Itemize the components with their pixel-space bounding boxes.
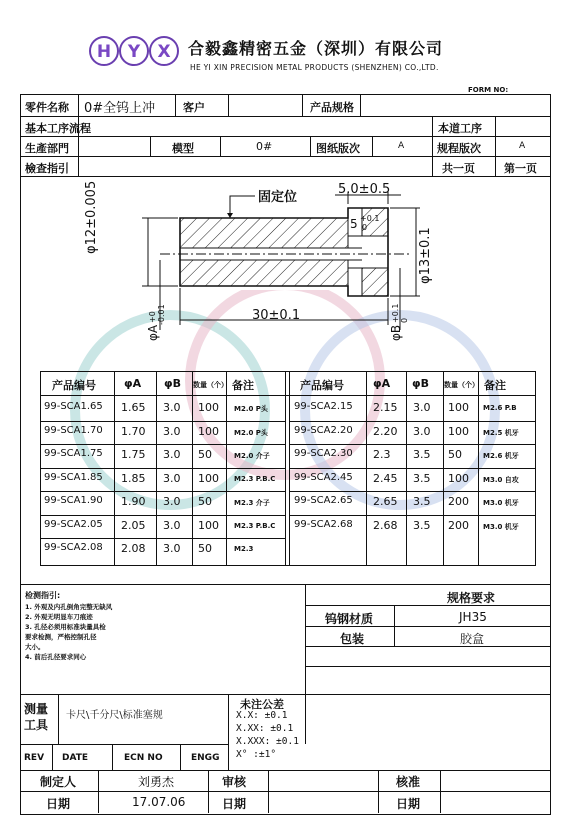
spec-cell: 99-SCA1.70	[44, 424, 103, 436]
dim-b: φB	[389, 324, 403, 341]
spec-cell: 50	[198, 495, 212, 508]
note-line: 2. 外观无明显车刀痕迹	[25, 613, 93, 621]
spec-cell: 99-SCA2.05	[44, 518, 103, 530]
dim-top: 5.0±0.5	[338, 182, 391, 197]
spec-cell: 3.0	[413, 424, 431, 438]
spec-cell: 3.5	[413, 471, 431, 485]
date-label-maker: 日期	[46, 797, 71, 811]
spec-cell: 1.85	[121, 471, 146, 485]
fixed-position-label: 固定位	[258, 190, 298, 205]
package-value: 胶盒	[460, 632, 485, 646]
date-value: 17.07.06	[132, 795, 186, 809]
measure-tools: 卡尺\千分尺\标准塞规	[66, 710, 163, 721]
package-label: 包装	[340, 632, 365, 646]
spec-cell: 3.0	[163, 448, 181, 461]
spec-cell: 1.75	[121, 448, 146, 461]
spec-cell: 2.65	[373, 495, 398, 508]
col-header-phi-a-2: φA	[373, 377, 391, 390]
engg-label: ENGG	[191, 753, 220, 763]
spec-cell: 3.0	[163, 518, 181, 532]
part-name-value: 0#全钨上冲	[84, 101, 156, 116]
spec-cell: M2.6 P.B	[483, 404, 517, 412]
spec-cell: 100	[198, 424, 219, 438]
spec-cell: 2.08	[121, 542, 146, 555]
spec-cell: 3.5	[413, 448, 431, 461]
production-dept-label: 生產部門	[25, 142, 69, 155]
spec-cell: 100	[448, 471, 469, 485]
spec-cell: 99-SCA2.45	[294, 471, 353, 483]
dim-length: 30±0.1	[252, 308, 301, 323]
spec-cell: 3.0	[163, 542, 181, 555]
dim-b-tol-plus: +0.1	[391, 303, 400, 323]
spec-cell: 3.0	[413, 401, 431, 414]
tolerance-title: 未注公差	[240, 698, 284, 711]
material-value: JH35	[459, 610, 487, 624]
spec-cell: 100	[198, 471, 219, 485]
spec-cell: 99-SCA1.85	[44, 471, 103, 483]
spec-cell: 3.5	[413, 518, 431, 532]
spec-cell: 99-SCA2.30	[294, 448, 353, 459]
note-line: 3. 孔径必须用标准块量具检	[25, 623, 106, 631]
spec-cell: M2.6 机牙	[483, 452, 519, 460]
date-label-approve: 日期	[396, 797, 421, 811]
spec-version-label: 规程版次	[437, 142, 481, 155]
inspection-label: 檢查指引	[25, 162, 69, 175]
dim-a-tol-plus: +0	[148, 311, 157, 323]
tolerance-line: X° :±1°	[236, 749, 277, 760]
review-label: 审核	[222, 775, 247, 789]
spec-cell: 99-SCA2.68	[294, 518, 353, 530]
notes-title: 检测指引:	[25, 591, 61, 600]
dim-a-tol-minus: -0.01	[157, 304, 166, 325]
date-label-review: 日期	[222, 797, 247, 811]
maker-label: 制定人	[40, 775, 77, 789]
col-header-product-no-2: 产品编号	[300, 379, 344, 392]
requirements-title: 规格要求	[447, 591, 496, 605]
customer-label: 客户	[183, 101, 205, 114]
spec-cell: 200	[448, 518, 469, 532]
spec-cell: 50	[198, 542, 212, 555]
spec-cell: 2.68	[373, 518, 398, 532]
mold-value: 0#	[256, 140, 273, 153]
spec-cell: 50	[448, 448, 462, 461]
approve-label: 核准	[396, 775, 421, 789]
page-number: 第一页	[504, 162, 537, 175]
form-no-label: FORM NO:	[468, 86, 509, 94]
spec-cell: 99-SCA1.90	[44, 495, 103, 506]
product-spec-label: 产品规格	[310, 101, 354, 114]
spec-cell: 99-SCA2.15	[294, 401, 353, 412]
spec-cell: 2.20	[373, 424, 398, 438]
measure-label-1: 测量	[24, 702, 49, 716]
spec-cell: 99-SCA2.65	[294, 495, 353, 506]
spec-cell: 99-SCA1.65	[44, 401, 103, 412]
dim-b-tol-minus: 0	[400, 317, 409, 323]
hyx-logo	[88, 34, 180, 68]
spec-cell: M2.0 P头	[234, 405, 268, 413]
spec-cell: 3.0	[163, 495, 181, 508]
spec-cell: 1.70	[121, 424, 146, 438]
spec-cell: 99-SCA2.08	[44, 542, 103, 553]
basic-process-label: 基本工序流程	[25, 122, 91, 135]
part-name-label: 零件名称	[25, 101, 69, 114]
dim-step-tol-plus: +0.1	[360, 214, 380, 223]
note-line: 4. 前后孔径要求同心	[25, 653, 87, 661]
dim-left-diameter: φ12±0.005	[84, 180, 99, 254]
total-pages: 共一页	[442, 162, 475, 175]
spec-cell: 1.65	[121, 401, 146, 414]
col-header-phi-b-2: φB	[412, 377, 429, 390]
spec-cell: 3.0	[163, 471, 181, 485]
dim-step: 5	[350, 217, 358, 231]
dim-a: φA	[146, 324, 160, 341]
this-process-label: 本道工序	[438, 122, 482, 135]
date-label-rev: DATE	[62, 753, 89, 763]
maker-value: 刘勇杰	[138, 775, 175, 789]
spec-cell: 99-SCA2.20	[294, 424, 353, 436]
drawing-version-label: 图纸版次	[316, 142, 360, 155]
drawing-version-value: A	[398, 141, 405, 151]
svg-text:H: H	[96, 42, 112, 62]
note-line: 要求检测，严格控制孔径	[25, 633, 97, 641]
col-header-qty: 数量（个）	[193, 381, 228, 389]
spec-cell: M2.0 P头	[234, 428, 268, 437]
tolerance-line: X.XX: ±0.1	[236, 723, 294, 734]
svg-text:Y: Y	[127, 42, 141, 62]
mold-label: 模型	[172, 142, 194, 155]
dim-right-diameter: φ13±0.1	[418, 227, 433, 284]
spec-cell: M2.3 P.B.C	[234, 521, 276, 530]
svg-text:X: X	[157, 42, 171, 62]
spec-cell: 200	[448, 495, 469, 508]
spec-cell: 3.0	[163, 424, 181, 438]
spec-cell: 2.05	[121, 518, 146, 532]
company-name-en: HE YI XIN PRECISION METAL PRODUCTS (SHENZHEN) CO.,LTD.	[190, 63, 439, 72]
material-label: 钨钢材质	[325, 612, 374, 626]
spec-cell: 1.90	[121, 495, 146, 508]
spec-cell: 3.0	[163, 401, 181, 414]
spec-cell: M2.3 介子	[234, 499, 270, 507]
ecn-label: ECN NO	[124, 753, 163, 763]
spec-cell: M2.3	[234, 545, 254, 553]
col-header-qty-2: 数量（个）	[444, 381, 479, 389]
col-header-remark-2: 备注	[484, 379, 506, 392]
spec-cell: 99-SCA1.75	[44, 448, 103, 459]
col-header-product-no: 产品编号	[52, 379, 96, 392]
spec-cell: 50	[198, 448, 212, 461]
col-header-remark: 备注	[232, 379, 254, 392]
measure-label-2: 工具	[24, 718, 49, 732]
spec-cell: M2.0 介子	[234, 452, 270, 460]
spec-cell: 100	[448, 401, 469, 414]
spec-cell: M2.5 机牙	[483, 428, 519, 437]
spec-cell: M3.0 机牙	[483, 522, 519, 531]
col-header-phi-a: φA	[124, 377, 142, 390]
spec-cell: 2.15	[373, 401, 398, 414]
spec-cell: 2.45	[373, 471, 398, 485]
note-line: 1. 外观及内孔倒角完整无缺风	[25, 603, 113, 611]
spec-cell: M3.0 自攻	[483, 475, 519, 484]
spec-cell: 100	[198, 401, 219, 414]
spec-cell: 2.3	[373, 448, 391, 461]
spec-cell: M3.0 机牙	[483, 499, 519, 507]
note-line: 大小。	[25, 643, 45, 651]
spec-cell: M2.3 P.B.C	[234, 474, 276, 483]
spec-cell: 100	[198, 518, 219, 532]
tolerance-line: X.XXX: ±0.1	[236, 736, 299, 747]
tolerance-line: X.X: ±0.1	[236, 710, 288, 721]
spec-cell: 3.5	[413, 495, 431, 508]
spec-version-value: A	[519, 141, 526, 151]
rev-label: REV	[24, 753, 45, 763]
col-header-phi-b: φB	[164, 377, 181, 390]
dim-step-tol-minus: 0	[362, 223, 368, 232]
spec-cell: 100	[448, 424, 469, 438]
company-name-cn: 合毅鑫精密五金（深圳）有限公司	[188, 39, 444, 58]
